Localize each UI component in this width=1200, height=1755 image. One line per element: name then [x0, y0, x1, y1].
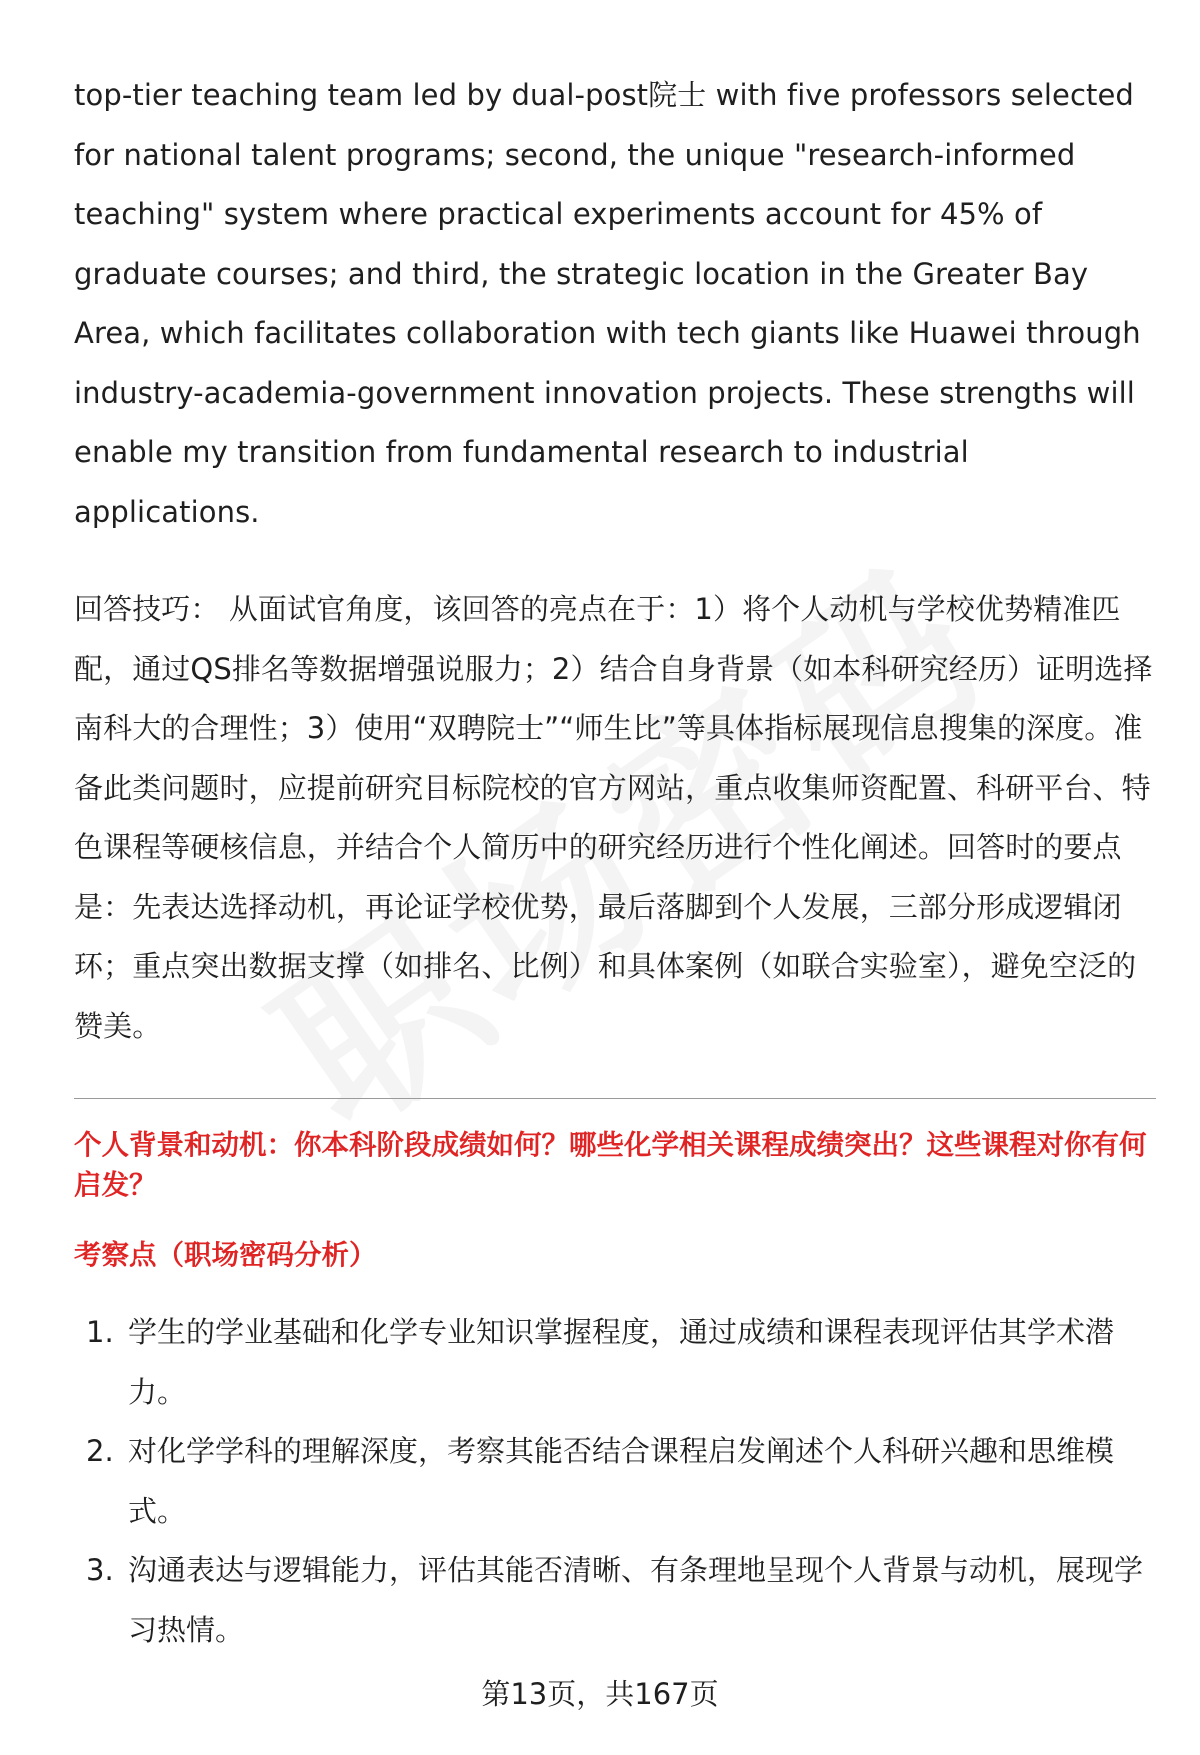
list-item-number: 3.: [86, 1553, 114, 1587]
page-number-footer: 第13页，共167页: [481, 1677, 719, 1711]
list-item-number: 1.: [86, 1315, 114, 1349]
list-item-text: 学生的学业基础和化学专业知识掌握程度，通过成绩和课程表现评估其学术潜力。: [128, 1315, 1115, 1409]
section-divider: [74, 1098, 1156, 1099]
interview-question: 个人背景和动机：你本科阶段成绩如何？哪些化学相关课程成绩突出？这些课程对你有何启发？: [74, 1129, 1147, 1201]
answer-continuation: top-tier teaching team led by dual-post院士 with five professors selected for national talent programs; second, the unique "research-informed teaching" system where practical experiments account for 45% of graduate courses; and third, the strategic location in the Greater Bay Area, which facilitates collaboration with tech giants like Huawei through industry-academia-government innovation projects. These strengths will enable my transition from fundamental research to industrial applications.: [74, 78, 1141, 529]
answer-tips: 回答技巧： 从面试官角度，该回答的亮点在于：1）将个人动机与学校优势精准匹配，通过QS排名等数据增强说服力；2）结合自身背景（如本科研究经历）证明选择南科大的合理性；3）使用“双聘院士”“师生比”等具体指标展现信息搜集的深度。准备此类问题时，应提前研究目标院校的官方网站，重点收集师资配置、科研平台、特色课程等硬核信息，并结合个人简历中的研究经历进行个性化阐述。回答时的要点是：先表达选择动机，再论证学校优势，最后落脚到个人发展，三部分形成逻辑闭环；重点突出数据支撑（如排名、比例）和具体案例（如联合实验室），避免空泛的赞美。: [74, 592, 1153, 1043]
list-item: [74, 1303, 1154, 1422]
list-item-text: 对化学学科的理解深度，考察其能否结合课程启发阐述个人科研兴趣和思维模式。: [128, 1434, 1115, 1528]
assessment-label: 考察点（职场密码分析）: [74, 1239, 377, 1271]
list-item-number: 2.: [86, 1434, 114, 1468]
assessment-list: [74, 1303, 1154, 1660]
document-body: [74, 66, 1154, 1660]
list-item: [74, 1541, 1154, 1660]
list-item: [74, 1422, 1154, 1541]
list-item-text: 沟通表达与逻辑能力，评估其能否清晰、有条理地呈现个人背景与动机，展现学习热情。: [128, 1553, 1144, 1647]
